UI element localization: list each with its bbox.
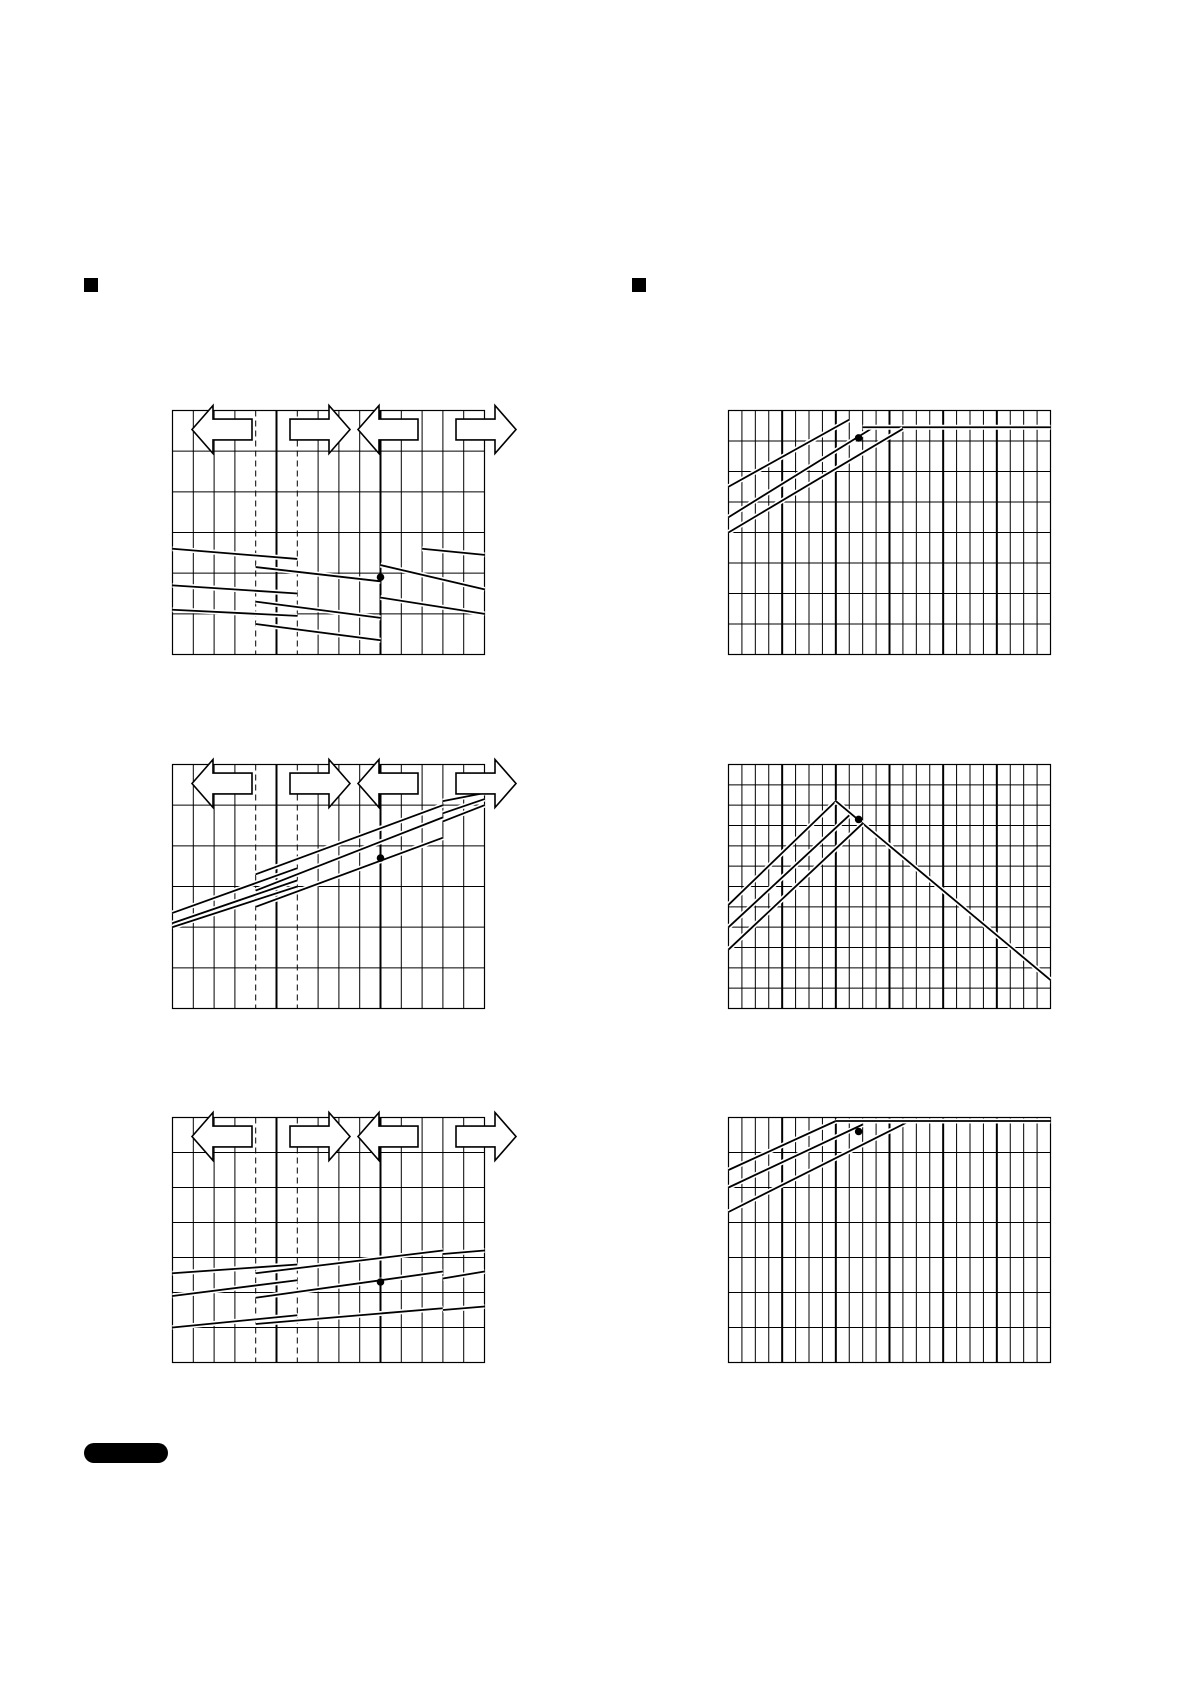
data-point-marker: [377, 1278, 385, 1286]
series-line-2: [381, 565, 485, 589]
data-point-marker: [377, 854, 385, 862]
arrow-left-icon: [192, 406, 252, 454]
arrow-right-icon: [456, 406, 516, 454]
chart-left-1: [172, 410, 512, 655]
data-point-marker: [855, 816, 863, 824]
series-line-2: [729, 815, 850, 927]
arrow-right-icon: [456, 1113, 516, 1161]
arrow-left-icon: [358, 1113, 418, 1161]
series-line-1: [256, 1251, 443, 1274]
arrow-right-icon: [290, 1113, 350, 1161]
data-point-marker: [855, 434, 863, 442]
arrow-left-icon: [358, 760, 418, 808]
arrow-left-icon: [358, 406, 418, 454]
arrow-left-icon: [192, 760, 252, 808]
series-line-1: [256, 805, 443, 874]
data-point-marker: [377, 573, 385, 581]
series-line-3: [729, 429, 903, 533]
arrow-right-icon: [456, 760, 516, 808]
chart-left-3: [172, 1117, 512, 1363]
chart-left-2: [172, 764, 512, 1009]
square-bullet-icon: [84, 278, 98, 292]
chart-right-1: [728, 410, 1050, 655]
series-line-2: [256, 1272, 443, 1298]
chart-right-3: [728, 1117, 1050, 1363]
chart-right-2: [728, 764, 1050, 1009]
black-pill-badge: [84, 1443, 168, 1463]
arrow-right-icon: [290, 406, 350, 454]
square-bullet-icon: [632, 278, 646, 292]
series-line-2: [256, 817, 443, 890]
series-line-3: [381, 598, 485, 614]
arrow-right-icon: [290, 760, 350, 808]
arrow-left-icon: [192, 1113, 252, 1161]
data-point-marker: [855, 1128, 863, 1136]
